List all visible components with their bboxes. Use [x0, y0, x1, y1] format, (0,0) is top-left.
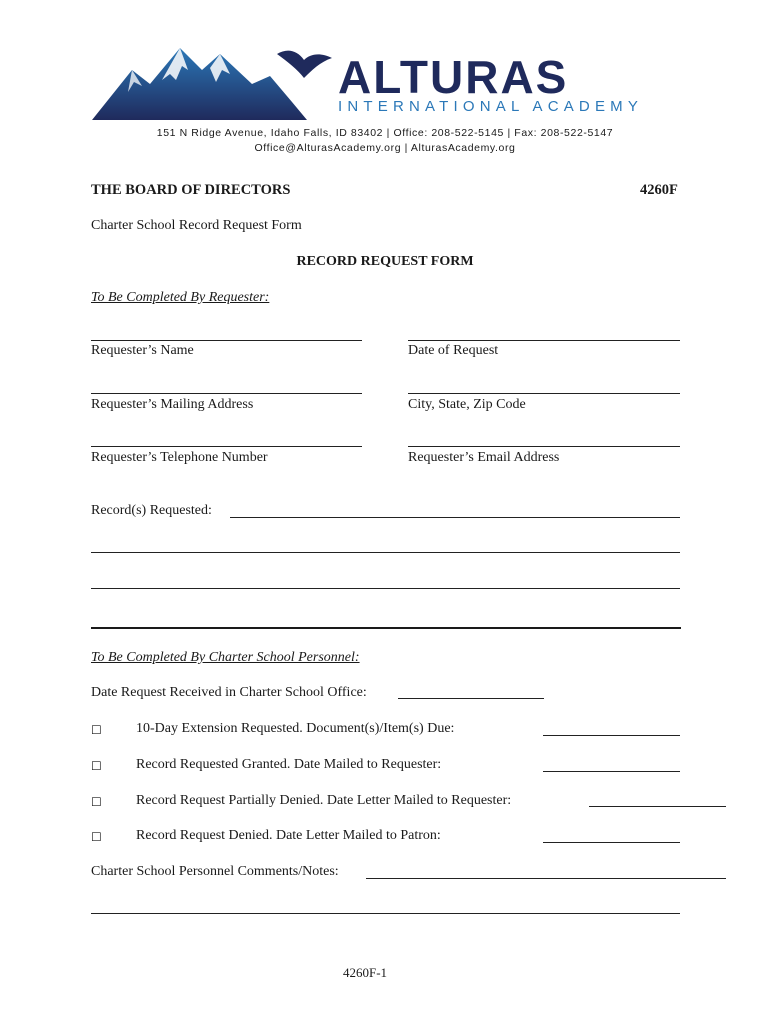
logo-subtitle: INTERNATIONAL ACADEMY: [338, 98, 644, 115]
records-requested-label: Record(s) Requested:: [91, 503, 212, 518]
logo-name: ALTURAS: [338, 51, 569, 103]
telephone-label: Requester’s Telephone Number: [91, 450, 268, 465]
section-divider: [91, 627, 681, 629]
city-state-zip-label: City, State, Zip Code: [408, 397, 526, 412]
personnel-section-label: To Be Completed By Charter School Personnel:: [91, 650, 360, 665]
page-number: 4260F-1: [342, 965, 388, 980]
checkbox-denied[interactable]: ☐: [91, 830, 102, 844]
records-line-2[interactable]: [91, 552, 680, 553]
email-label: Requester’s Email Address: [408, 450, 560, 465]
address-line-2: Office@AlturasAcademy.org | AlturasAcademy.org: [254, 142, 516, 154]
option-granted-label: Record Requested Granted. Date Mailed to Requester:: [136, 757, 442, 772]
checkbox-extension[interactable]: ☐: [91, 723, 102, 737]
requester-section-label: To Be Completed By Requester:: [91, 290, 270, 305]
form-title: RECORD REQUEST FORM: [296, 254, 474, 269]
comments-line-2[interactable]: [91, 913, 680, 914]
requester-name-label: Requester’s Name: [91, 343, 194, 358]
form-code: 4260F: [640, 182, 678, 198]
comments-label: Charter School Personnel Comments/Notes:: [91, 864, 339, 879]
checkbox-granted[interactable]: ☐: [91, 759, 102, 773]
form-subtitle: Charter School Record Request Form: [91, 218, 302, 233]
option-extension-label: 10-Day Extension Requested. Document(s)/Item(s) Due:: [136, 721, 455, 736]
mailing-address-label: Requester’s Mailing Address: [91, 397, 254, 412]
date-of-request-label: Date of Request: [408, 343, 499, 358]
checkbox-partially-denied[interactable]: ☐: [91, 795, 102, 809]
address-line-1: 151 N Ridge Avenue, Idaho Falls, ID 83402 | Office: 208-522-5145 | Fax: 208-522-5147: [156, 127, 614, 139]
option-partially-denied-label: Record Request Partially Denied. Date Letter Mailed to Requester:: [136, 793, 512, 808]
option-denied-label: Record Request Denied. Date Letter Mailed to Patron:: [136, 828, 441, 843]
mountain-eagle-logo-icon: [92, 40, 337, 122]
board-heading: THE BOARD OF DIRECTORS: [91, 182, 291, 198]
date-received-label: Date Request Received in Charter School Office:: [91, 685, 367, 700]
records-line-3[interactable]: [91, 588, 680, 589]
